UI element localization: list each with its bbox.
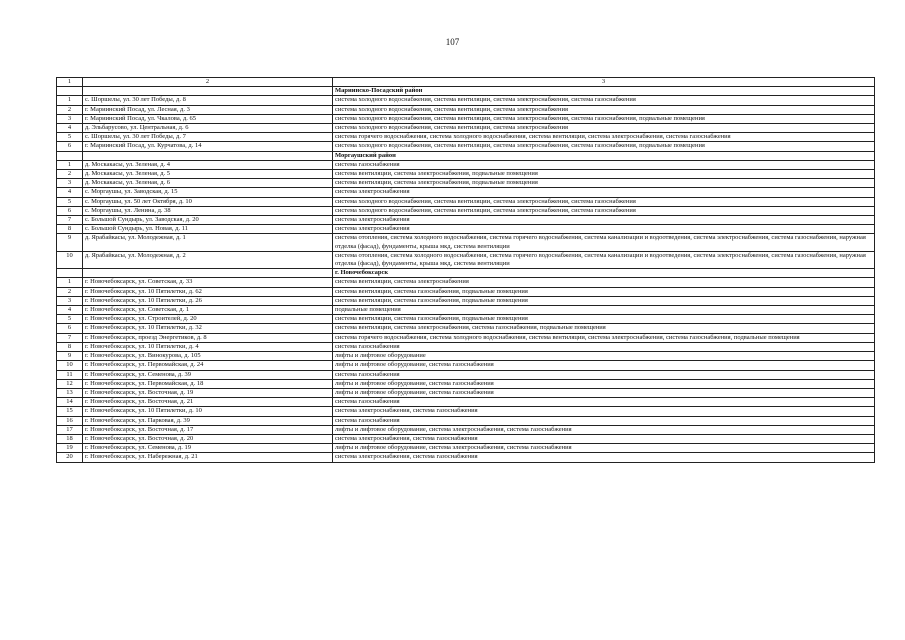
header-col-number: 1 (57, 78, 83, 87)
row-address: с. Большой Сундырь, ул. Новая, д. 11 (83, 225, 333, 234)
section-title: г. Новочебоксарск (333, 269, 875, 278)
row-number: 9 (57, 234, 83, 251)
row-number: 3 (57, 114, 83, 123)
row-number: 14 (57, 398, 83, 407)
row-number: 10 (57, 251, 83, 268)
section-empty-cell (83, 151, 333, 160)
row-address: с. Шоршелы, ул. 30 лет Победы, д. 8 (83, 96, 333, 105)
table-row (57, 105, 875, 114)
row-systems: система холодного водоснабжения, система вентиляции, система электроснабжения, система газоснабжения (333, 206, 875, 215)
section-empty-cell (83, 87, 333, 96)
table-row (57, 206, 875, 215)
row-number: 5 (57, 315, 83, 324)
row-systems: лифты и лифтовое оборудование, система газоснабжения (333, 361, 875, 370)
row-systems: система холодного водоснабжения, система вентиляции, система электроснабжения, система газоснабжения, подвальные помещения (333, 114, 875, 123)
table-row (57, 234, 875, 251)
row-systems: система электроснабжения, система газоснабжения (333, 407, 875, 416)
row-number: 2 (57, 105, 83, 114)
table-row (57, 114, 875, 123)
header-col-address: 2 (83, 78, 333, 87)
row-address: г. Новочебоксарск, ул. Парковая, д. 39 (83, 416, 333, 425)
table-row (57, 225, 875, 234)
row-number: 6 (57, 324, 83, 333)
row-address: г. Новочебоксарск, ул. Набережная, д. 21 (83, 453, 333, 462)
row-address: г. Новочебоксарск, ул. Советская, д. 33 (83, 278, 333, 287)
row-address: д. Эльбарусово, ул. Центральная, д. 6 (83, 124, 333, 133)
table-row (57, 434, 875, 443)
row-systems: система электроснабжения (333, 216, 875, 225)
row-systems: система холодного водоснабжения, система вентиляции, система электроснабжения, система газоснабжения (333, 197, 875, 206)
row-number: 9 (57, 352, 83, 361)
row-address: г. Новочебоксарск, ул. Строителей, д. 20 (83, 315, 333, 324)
row-systems: система отопления, система холодного водоснабжения, система горячего водоснабжения, система канализации и водоотведения, система электроснабжения, система газоснабжения, наружная отделка (фасад), фундаменты, крыша мкд, система вентиляции (333, 251, 875, 268)
row-systems: система электроснабжения (333, 225, 875, 234)
row-number: 5 (57, 133, 83, 142)
row-address: д. Москакасы, ул. Зеленая, д. 4 (83, 160, 333, 169)
section-empty-cell (83, 269, 333, 278)
row-systems: лифты и лифтовое оборудование, система электроснабжения, система газоснабжения (333, 425, 875, 434)
row-systems: система газоснабжения (333, 398, 875, 407)
table-row (57, 197, 875, 206)
row-address: д. Москакасы, ул. Зеленая, д. 5 (83, 170, 333, 179)
row-address: г. Новочебоксарск, ул. Восточная, д. 21 (83, 398, 333, 407)
section-empty-cell (57, 87, 83, 96)
row-number: 4 (57, 124, 83, 133)
row-systems: система газоснабжения (333, 160, 875, 169)
header-col-systems: 3 (333, 78, 875, 87)
table-row (57, 388, 875, 397)
table-row (57, 133, 875, 142)
table-header-row (57, 78, 875, 87)
row-systems: система вентиляции, система электроснабжения, подвальные помещения (333, 170, 875, 179)
page-number: 107 (445, 37, 460, 47)
table-row (57, 425, 875, 434)
table-row (57, 370, 875, 379)
row-number: 13 (57, 388, 83, 397)
table-row (57, 251, 875, 268)
row-systems: система газоснабжения (333, 342, 875, 351)
row-systems: система горячего водоснабжения, система холодного водоснабжения, система вентиляции, система электроснабжения, система газоснабжения, подвальные помещения (333, 333, 875, 342)
section-empty-cell (57, 269, 83, 278)
row-address: г. Новочебоксарск, ул. 10 Пятилетки, д. 26 (83, 296, 333, 305)
objects-table (56, 77, 875, 463)
row-systems: система вентиляции, система газоснабжения, подвальные помещения (333, 287, 875, 296)
row-address: с. Шоршелы, ул. 30 лет Победы, д. 7 (83, 133, 333, 142)
row-number: 1 (57, 160, 83, 169)
row-systems: лифты и лифтовое оборудование, система газоснабжения (333, 379, 875, 388)
row-address: с. Моргаушы, ул. Заводская, д. 15 (83, 188, 333, 197)
table-row (57, 278, 875, 287)
section-header-row (57, 269, 875, 278)
table-row (57, 306, 875, 315)
row-number: 19 (57, 444, 83, 453)
row-address: г. Новочебоксарск, ул. Советская, д. 1 (83, 306, 333, 315)
row-address: г. Новочебоксарск, ул. Семенова, д. 39 (83, 370, 333, 379)
row-address: г. Новочебоксарск, ул. Восточная, д. 20 (83, 434, 333, 443)
table-row (57, 124, 875, 133)
table-row (57, 398, 875, 407)
row-number: 8 (57, 342, 83, 351)
row-systems: система холодного водоснабжения, система вентиляции, система электроснабжения (333, 105, 875, 114)
row-systems: система горячего водоснабжения, система холодного водоснабжения, система вентиляции, система электроснабжения, система газоснабжения (333, 133, 875, 142)
table-row (57, 315, 875, 324)
row-address: г. Новочебоксарск, ул. 10 Пятилетки, д. 62 (83, 287, 333, 296)
table-row (57, 96, 875, 105)
row-address: д. Москакасы, ул. Зеленая, д. 6 (83, 179, 333, 188)
section-empty-cell (57, 151, 83, 160)
row-number: 10 (57, 361, 83, 370)
row-number: 17 (57, 425, 83, 434)
row-systems: система вентиляции, система электроснабжения, подвальные помещения (333, 179, 875, 188)
row-address: г. Новочебоксарск, ул. Винокурова, д. 105 (83, 352, 333, 361)
row-address: г. Мариинский Посад, ул. Лесная, д. 3 (83, 105, 333, 114)
row-number: 4 (57, 188, 83, 197)
row-address: д. Ярабайкасы, ул. Молодежная, д. 2 (83, 251, 333, 268)
table-row (57, 333, 875, 342)
row-address: г. Новочебоксарск, ул. 10 Пятилетки, д. 32 (83, 324, 333, 333)
row-number: 8 (57, 225, 83, 234)
row-number: 11 (57, 370, 83, 379)
row-systems: лифты и лифтовое оборудование, система газоснабжения (333, 388, 875, 397)
row-systems: система вентиляции, система электроснабжения (333, 278, 875, 287)
row-systems: система газоснабжения (333, 416, 875, 425)
row-systems: система электроснабжения, система газоснабжения (333, 434, 875, 443)
table-row (57, 416, 875, 425)
table-row (57, 188, 875, 197)
table-row (57, 444, 875, 453)
row-number: 18 (57, 434, 83, 443)
row-number: 3 (57, 179, 83, 188)
row-number: 15 (57, 407, 83, 416)
row-systems: система отопления, система холодного водоснабжения, система горячего водоснабжения, система канализации и водоотведения, система электроснабжения, система газоснабжения, наружная отделка (фасад), фундаменты, крыша мкд, система вентиляции (333, 234, 875, 251)
row-address: г. Новочебоксарск, проезд Энергетиков, д. 8 (83, 333, 333, 342)
row-number: 6 (57, 142, 83, 151)
row-address: с. Моргаушы, ул. Ленина, д. 38 (83, 206, 333, 215)
row-number: 1 (57, 96, 83, 105)
section-title: Мариинско-Посадский район (333, 87, 875, 96)
row-address: с. Моргаушы, ул. 50 лет Октября, д. 10 (83, 197, 333, 206)
table-row (57, 361, 875, 370)
section-title: Моргаушский район (333, 151, 875, 160)
row-systems: система газоснабжения (333, 370, 875, 379)
table-row (57, 324, 875, 333)
row-number: 20 (57, 453, 83, 462)
row-number: 6 (57, 206, 83, 215)
row-address: с. Большой Сундырь, ул. Заводская, д. 20 (83, 216, 333, 225)
row-systems: лифты и лифтовое оборудование (333, 352, 875, 361)
row-systems: система холодного водоснабжения, система вентиляции, система электроснабжения, система газоснабжения (333, 96, 875, 105)
table-row (57, 216, 875, 225)
table-row (57, 179, 875, 188)
row-systems: система холодного водоснабжения, система вентиляции, система электроснабжения (333, 124, 875, 133)
table-row (57, 379, 875, 388)
row-address: г. Новочебоксарск, ул. Семенова, д. 19 (83, 444, 333, 453)
row-address: г. Новочебоксарск, ул. Первомайская, д. 18 (83, 379, 333, 388)
row-address: г. Новочебоксарск, ул. Восточная, д. 19 (83, 388, 333, 397)
row-address: г. Новочебоксарск, ул. 10 Пятилетки, д. 10 (83, 407, 333, 416)
row-systems: система вентиляции, система газоснабжения, подвальные помещения (333, 296, 875, 305)
row-address: д. Ярабайкасы, ул. Молодежная, д. 1 (83, 234, 333, 251)
row-number: 7 (57, 216, 83, 225)
row-number: 1 (57, 278, 83, 287)
table-row (57, 142, 875, 151)
row-number: 2 (57, 170, 83, 179)
row-address: г. Мариинский Посад, ул. Курчатова, д. 14 (83, 142, 333, 151)
table-row (57, 352, 875, 361)
row-systems: система вентиляции, система газоснабжения, подвальные помещения (333, 315, 875, 324)
table-row (57, 170, 875, 179)
table-row (57, 160, 875, 169)
row-systems: система электроснабжения (333, 188, 875, 197)
row-number: 12 (57, 379, 83, 388)
row-number: 5 (57, 197, 83, 206)
row-number: 16 (57, 416, 83, 425)
table-row (57, 407, 875, 416)
row-address: г. Новочебоксарск, ул. 10 Пятилетки, д. 4 (83, 342, 333, 351)
section-header-row (57, 151, 875, 160)
row-systems: подвальные помещения (333, 306, 875, 315)
row-systems: система вентиляции, система электроснабжения, система газоснабжения, подвальные помещения (333, 324, 875, 333)
table-row (57, 342, 875, 351)
section-header-row (57, 87, 875, 96)
table-row (57, 287, 875, 296)
row-number: 4 (57, 306, 83, 315)
row-number: 2 (57, 287, 83, 296)
row-address: г. Мариинский Посад, ул. Чкалова, д. 65 (83, 114, 333, 123)
table-row (57, 296, 875, 305)
row-systems: лифты и лифтовое оборудование, система электроснабжения, система газоснабжения (333, 444, 875, 453)
row-systems: система холодного водоснабжения, система вентиляции, система электроснабжения, система газоснабжения, подвальные помещения (333, 142, 875, 151)
row-address: г. Новочебоксарск, ул. Первомайская, д. 24 (83, 361, 333, 370)
row-number: 3 (57, 296, 83, 305)
row-number: 7 (57, 333, 83, 342)
row-systems: система электроснабжения, система газоснабжения (333, 453, 875, 462)
table-row (57, 453, 875, 462)
row-address: г. Новочебоксарск, ул. Восточная, д. 17 (83, 425, 333, 434)
